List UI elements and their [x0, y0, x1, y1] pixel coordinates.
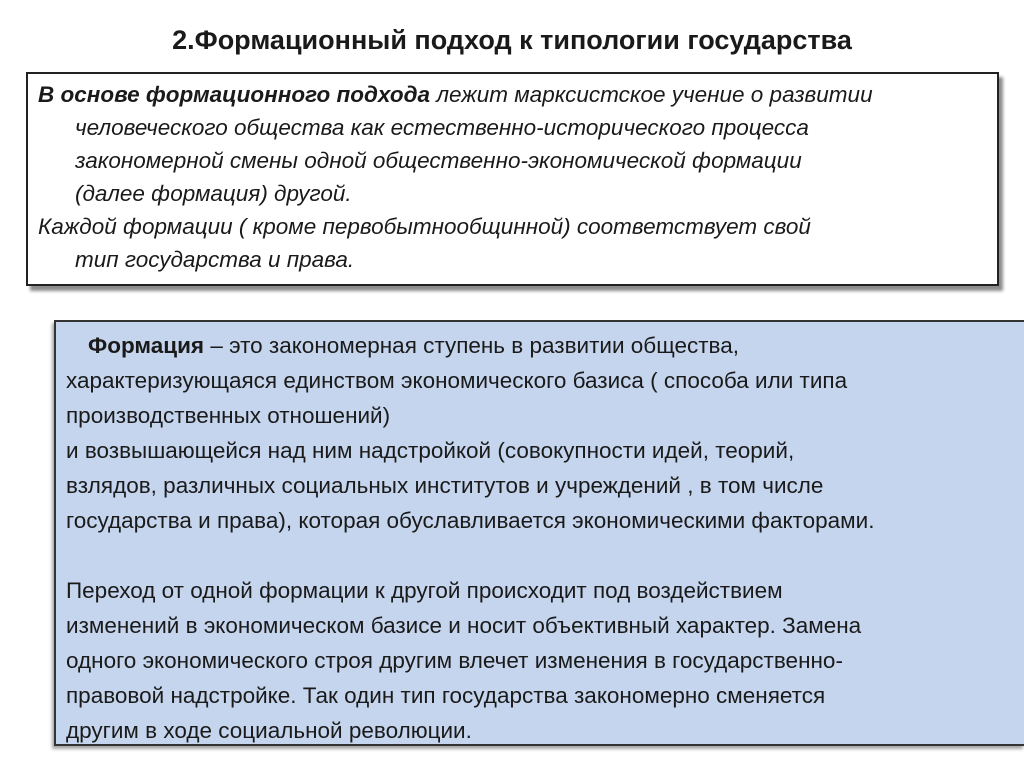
intro-line-3: закономерной смены одной общественно-экономической формации: [75, 148, 802, 173]
definition-line-3: производственных отношений): [66, 403, 391, 428]
intro-line-2: человеческого общества как естественно-исторического процесса: [75, 115, 809, 140]
definition-line-6: государства и права), которая обуславливается экономическими факторами.: [66, 508, 875, 533]
intro-lead-phrase: В основе формационного подхода: [38, 82, 431, 107]
intro-line-4: (далее формация) другой.: [75, 181, 352, 206]
definition-box: [54, 320, 1024, 746]
transition-line-3: одного экономического строя другим влечет изменения в государственно-: [66, 648, 843, 673]
intro-line-1-rest: лежит марксистское учение о развитии: [430, 82, 873, 107]
definition-line-5: взлядов, различных социальных институтов и учреждений , в том числе: [66, 473, 824, 498]
intro-paragraph-2: [38, 210, 987, 276]
definition-line-1: [66, 328, 1024, 363]
intro-p2-line-2: тип государства и права.: [75, 247, 355, 272]
intro-text-box: [26, 72, 999, 286]
transition-line-4: правовой надстройке. Так один тип государства закономерно сменяется: [66, 683, 826, 708]
transition-paragraph: [66, 573, 1024, 748]
paragraph-spacer: [66, 538, 1024, 573]
definition-paragraph: [66, 328, 1024, 538]
slide-title: 2.Формационный подход к типологии государства: [172, 25, 852, 55]
transition-line-2: изменений в экономическом базисе и носит объективный характер. Замена: [66, 613, 862, 638]
definition-line-4: и возвышающейся над ним надстройкой (совокупности идей, теорий,: [66, 438, 795, 463]
definition-line-1-rest: – это закономерная ступень в развитии общества,: [204, 333, 739, 358]
definition-line-2: характеризующаяся единством экономического базиса ( способа или типа: [66, 368, 848, 393]
intro-paragraph-1: [38, 78, 987, 210]
definition-term: Формация: [88, 333, 205, 358]
transition-line-5: другим в ходе социальной революции.: [66, 718, 472, 743]
intro-p2-line-1: Каждой формации ( кроме первобытнообщинной) соответствует свой: [38, 214, 811, 239]
transition-line-1: Переход от одной формации к другой происходит под воздействием: [66, 578, 783, 603]
